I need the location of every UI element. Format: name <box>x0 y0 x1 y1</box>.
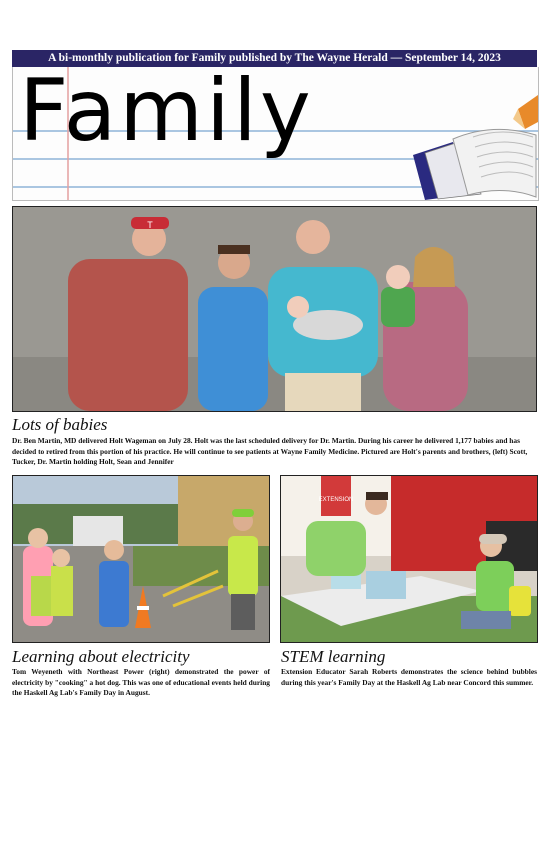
books-icon <box>413 95 538 200</box>
main-photo <box>12 206 537 412</box>
tent-sign: EXTENSION <box>318 497 354 503</box>
family-group-photo <box>13 207 536 411</box>
story1-headline: Lots of babies <box>12 415 108 434</box>
masthead-title: Family <box>19 67 314 161</box>
outdoor-demonstration-photo <box>13 476 269 642</box>
story2-headline: Learning about electricity <box>12 647 190 666</box>
story2-caption: Tom Weyeneth with Northeast Power (right) demonstrated the power of electricity by "cooking" a hot dog. This was one of educational events held during the Haskell Ag Lab's Family Day in August. <box>12 667 270 697</box>
story1-caption: Dr. Ben Martin, MD delivered Holt Wageman on July 28. Holt was the last scheduled delivery for Dr. Martin. During his career he delivered 1,177 babies and has decided to retired from this portion of his practice. He will continue to see patients at Wayne Family Medicine. Pictured are Holt's parents and brothers, (left) Scott, Tucker, Dr. Martin holding Holt, Sean and Jennifer <box>12 436 528 466</box>
story3-headline: STEM learning <box>281 647 386 666</box>
tent-table-photo <box>281 476 537 642</box>
electricity-photo <box>12 475 270 643</box>
cap-logo: T <box>147 220 153 230</box>
masthead <box>12 67 539 201</box>
publication-banner: A bi-monthly publication for Family published by The Wayne Herald — September 14, 2023 <box>12 50 537 67</box>
story3-caption: Extension Educator Sarah Roberts demonstrates the science behind bubbles during this year's Family Day at the Haskell Ag Lab near Concord this summer. <box>281 667 537 687</box>
stem-photo <box>280 475 538 643</box>
